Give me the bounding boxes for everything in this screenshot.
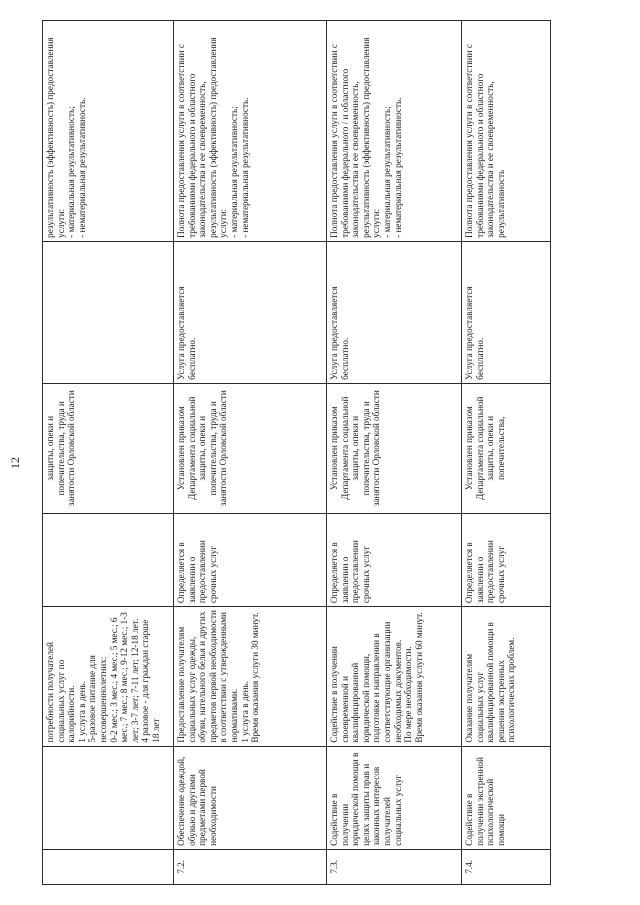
service-name: Содействие в получении экстренной психологической помощи [462, 746, 551, 849]
service-name [43, 746, 174, 849]
service-content: Содействие в получении своевременной и квалифицированной юридической помощи, подготовке и направлении в соответствующие организации необходимых документов. По мере необходимости. Время оказания услуги 60 минут. [327, 607, 462, 747]
service-name: Содействие в получении юридической помощи в целях защиты прав и законных интересов получателей социальных услуг [327, 746, 462, 849]
service-term: Определяется в заявлении о предоставлении срочных услуг [462, 513, 551, 606]
service-term [43, 513, 174, 606]
service-quality: Полнота предоставления услуги в соответствии с требованиями федерального и областного законодательства и ее своевременность, результативность (эффективность) предоставления услуги: - материальная результативность; - нематериальная результативность. [174, 21, 327, 242]
service-norm: Установлен приказом Департамента социальной защиты, опеки и попечительства, труда и занятости Орловской области [174, 383, 327, 513]
service-term: Определяется в заявлении о предоставлении срочных услуг [327, 513, 462, 606]
service-quality: Полнота предоставления услуги в соответствии с требованиями федерального / и областного законодательства и ее своевременность, результативность (эффективность) предоставления услуги: - материальная результативность; - нематериальная результативность. [327, 21, 462, 242]
service-payment [43, 241, 174, 383]
service-norm: Установлен приказом Департамента социальной защиты, опеки и попечительства, [462, 383, 551, 513]
service-quality: результативность (эффективность) предоставления услуги: - материальная результативность; - нематериальная результативность. [43, 21, 174, 242]
service-term: Определяется в заявлении о предоставлении срочных услуг [174, 513, 327, 606]
service-payment: Услуга предоставляется бесплатно. [174, 241, 327, 383]
services-table [42, 20, 551, 885]
service-payment: Услуга предоставляется бесплатно. [327, 241, 462, 383]
table-row [327, 21, 462, 885]
service-norm: защиты, опеки и попечительства, труда и занятости Орловской области [43, 383, 174, 513]
service-norm: Установлен приказом Департамента социальной защиты, опеки и попечительства, труда и занятости Орловской области [327, 383, 462, 513]
row-number [43, 849, 174, 884]
table-row [174, 21, 327, 885]
service-content: Предоставление получателям социальных услуг одежды, обуви, нательного белья и других предметов первой необходимости в соответствии с утвержденными нормативами. 1 услуга в день. Время оказания услуги 30 минут. [174, 607, 327, 747]
table-row [462, 21, 551, 885]
row-number: 7.4. [462, 849, 551, 884]
page-number: 12 [8, 457, 22, 469]
service-quality: Полнота предоставления услуги в соответствии с требованиями федерального и областного законодательства и ее своевременность, результативность [462, 21, 551, 242]
service-name: Обеспечение одеждой, обувью и другими предметами первой необходимости [174, 746, 327, 849]
table-row [43, 21, 174, 885]
row-number: 7.3. [327, 849, 462, 884]
row-number: 7.2. [174, 849, 327, 884]
service-payment: Услуга предоставляется бесплатно. [462, 241, 551, 383]
service-content: Оказание получателям социальных услуг квалифицированной помощи в решении экстренных психологических проблем. [462, 607, 551, 747]
service-content: потребности получателей социальных услуг по калорийности. 1 услуга в день. 5-разовое питание для несовершеннолетних: 0-2 мес.; 3 мес.; 4 мес.; 5 мес.; 6 мес.; 7 мес.; 8 мес.; 9-12 мес.; 1-3 лет; 3-7 лет; 7-11 лет; 12-18 лет. 4 разовое - для граждан старше 18 лет [43, 607, 174, 747]
